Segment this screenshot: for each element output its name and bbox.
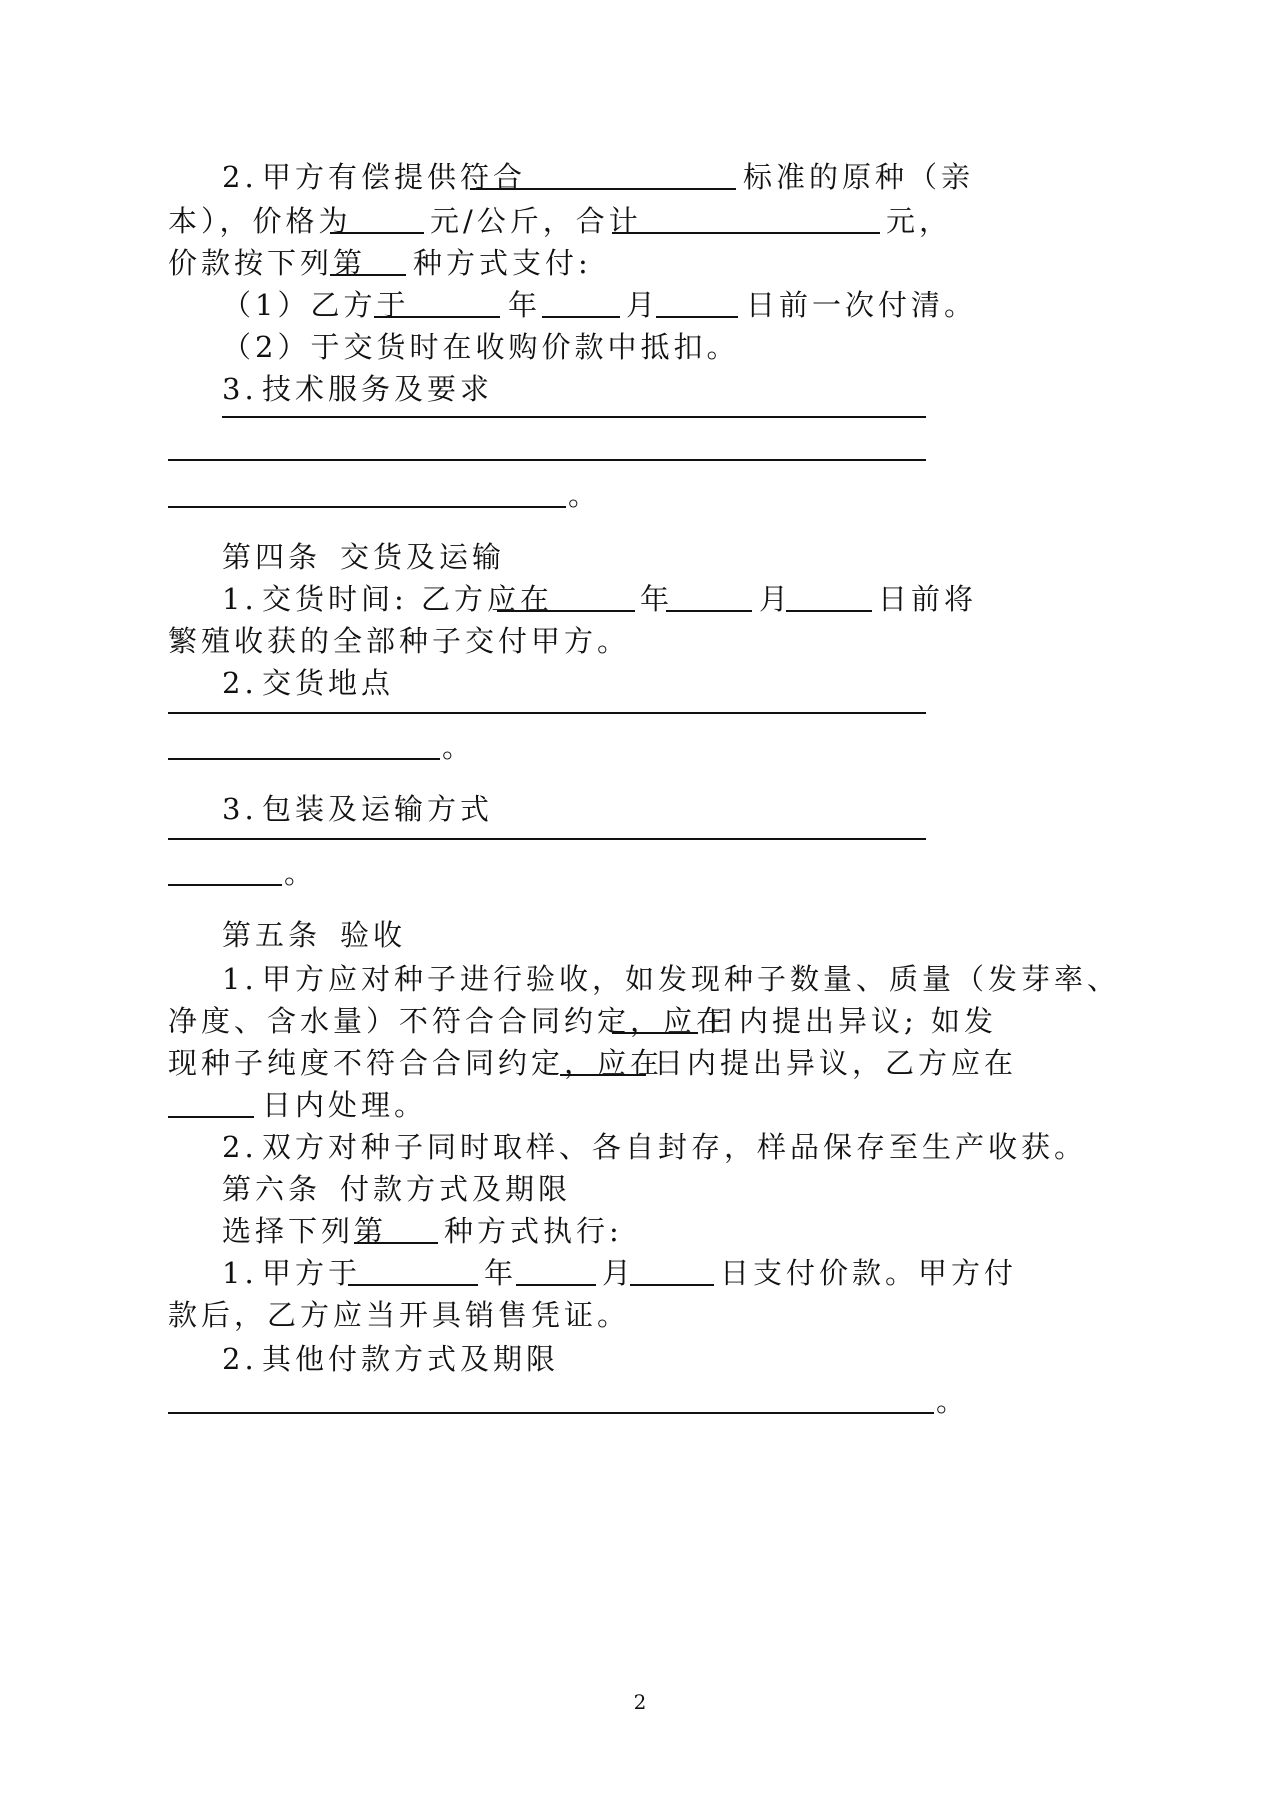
a3-opt2-text: （2）于交货时在收购价款中抵扣。 [222, 330, 740, 364]
quantity-objection-days-blank [612, 996, 698, 1034]
a6-item1-text2: 日支付价款。甲方付 [720, 1256, 1018, 1290]
a3-item2-text2: 标准的原种（亲 [743, 160, 975, 194]
article5-heading-line [0, 910, 1280, 960]
tech-service-blank-line-3 [168, 470, 566, 508]
a5-item1-text3: 日内提出异议; 如发 [706, 1004, 997, 1038]
a6-select-text1: 选择下列第 [222, 1214, 388, 1248]
a4-item1-month: 月 [759, 582, 793, 616]
a6-item1-text3: 款后，乙方应当开具销售凭证。 [168, 1298, 631, 1332]
packaging-blank-line-2 [168, 848, 282, 886]
a6-item1-year: 年 [484, 1256, 518, 1290]
packaging-end-line [0, 848, 1280, 898]
article6-title: 付款方式及期限 [340, 1172, 572, 1206]
a3-opt1-text2: 日前一次付清。 [746, 288, 978, 322]
a4-item1-text3: 繁殖收获的全部种子交付甲方。 [168, 624, 631, 658]
price-blank [330, 196, 424, 234]
a3-opt1-year: 年 [508, 288, 542, 322]
a3-item2-text6: 价款按下列第 [168, 246, 367, 280]
a3-item3-num: 3. [222, 372, 258, 406]
a6-item1-line2 [0, 1290, 1280, 1340]
opt1-day-blank [656, 280, 738, 318]
a4-item2-line [0, 658, 1280, 708]
payment-method-blank [330, 238, 406, 276]
a3-item2-text3: 本），价格为 [168, 204, 352, 238]
a3-item2-line1 [0, 152, 1280, 202]
article5-heading: 第五条 [222, 918, 322, 952]
a3-item2-text4: 元/公斤，合计 [430, 204, 642, 238]
delivery-place-blank-line-2 [168, 722, 440, 760]
a3-item2-text5: 元， [886, 204, 953, 238]
opt1-year-blank [374, 280, 500, 318]
a6-item1-text1: 甲方于 [262, 1256, 362, 1290]
a4-item1-year: 年 [640, 582, 674, 616]
purity-objection-days-blank [560, 1038, 646, 1076]
a3-item3-line [0, 364, 1280, 414]
a6-item1-month: 月 [602, 1256, 636, 1290]
a6-day-blank [630, 1248, 714, 1286]
a3-item2-text7: 种方式支付: [413, 246, 592, 280]
a5-item1-text1: 甲方应对种子进行验收，如发现种子数量、质量（发芽率、 [262, 962, 1121, 996]
a4-item3-line [0, 784, 1280, 834]
delivery-day-blank [786, 574, 872, 612]
a5-item1-text4: 现种子纯度不符合合同约定，应在 [168, 1046, 664, 1080]
page-number: 2 [633, 1690, 647, 1714]
standard-blank [470, 152, 736, 190]
tech-service-end-line [0, 470, 1280, 520]
a4-item2-num: 2. [222, 666, 258, 700]
a4-item3-num: 3. [222, 792, 258, 826]
handling-days-blank [168, 1080, 254, 1118]
total-blank [612, 196, 880, 234]
a5-item1-text6: 日内处理。 [262, 1088, 428, 1122]
a3-item2-num: 2. [222, 160, 258, 194]
opt1-month-blank [542, 280, 620, 318]
a3-opt1-month: 月 [626, 288, 660, 322]
a3-item2-text1: 甲方有偿提供符合 [262, 160, 527, 194]
a6-item2-end-line [0, 1376, 1280, 1426]
a3-item3-text: 技术服务及要求 [262, 372, 494, 406]
a4-item2-text: 交货地点 [262, 666, 395, 700]
a5-item2-num: 2. [222, 1130, 258, 1164]
delivery-year-blank [497, 574, 635, 612]
a6-item2-text: 其他付款方式及期限 [262, 1342, 560, 1376]
delivery-month-blank [666, 574, 752, 612]
a4-item3-text: 包装及运输方式 [262, 792, 494, 826]
a5-item2-text: 双方对种子同时取样、各自封存，样品保存至生产收获。 [262, 1130, 1088, 1164]
a3-opt1-text1: （1）乙方于 [222, 288, 410, 322]
a5-item1-text2: 净度、含水量）不符合合同约定，应在 [168, 1004, 730, 1038]
a5-item1-num: 1. [222, 962, 258, 996]
a6-select-text2: 种方式执行: [444, 1214, 623, 1248]
article4-heading: 第四条 [222, 540, 322, 574]
tech-service-blank-line-2 [168, 459, 926, 461]
article5-title: 验收 [340, 918, 407, 952]
a4-item1-text1: 交货时间: 乙方应在 [262, 582, 553, 616]
a6-method-blank [354, 1206, 438, 1244]
a6-item2-num: 2. [222, 1342, 258, 1376]
a4-item1-num: 1. [222, 582, 258, 616]
delivery-place-end-line [0, 722, 1280, 772]
article4-title: 交货及运输 [340, 540, 506, 574]
a5-item1-text5: 日内提出异议，乙方应在 [654, 1046, 1018, 1080]
packaging-end-mark: 。 [284, 856, 318, 890]
tech-service-blank-line-1 [222, 416, 926, 418]
article6-heading: 第六条 [222, 1172, 322, 1206]
delivery-place-end-mark: 。 [442, 730, 476, 764]
other-payment-blank-line [168, 1376, 934, 1414]
other-payment-end-mark: 。 [936, 1384, 970, 1418]
a6-year-blank [348, 1248, 478, 1286]
delivery-place-blank-line-1 [168, 712, 926, 714]
packaging-blank-line-1 [168, 838, 926, 840]
a6-month-blank [516, 1248, 596, 1286]
a6-item1-num: 1. [222, 1256, 258, 1290]
tech-service-end-mark: 。 [568, 478, 602, 512]
a4-item1-text2: 日前将 [878, 582, 978, 616]
